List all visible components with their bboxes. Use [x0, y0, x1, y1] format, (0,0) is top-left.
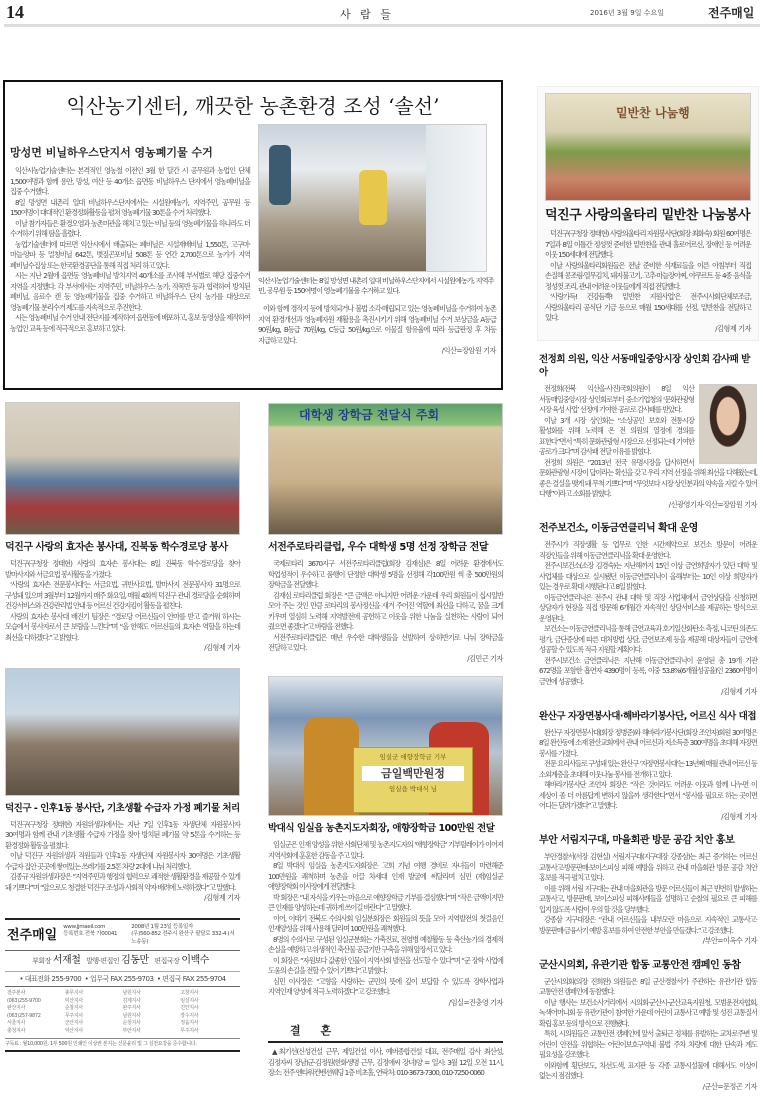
paragraph: 강종삼 지구대장은 “관내 어르신들을 내부모란 마음으로 지속적인 교통사고·방문판매·금융사기 예방 홍보를 하여 안전한 부안을 만들겠다.”고 강조했다. [539, 915, 757, 935]
masthead-phones [5, 972, 240, 987]
buan-body [539, 852, 757, 936]
paragraph: 이와함께 횡단보도, 차선도색, 표지판 등 각종 교통시설물에 대해서도 이상이 없는지 점검했다. [539, 1060, 757, 1080]
wedding-divider [268, 1041, 503, 1043]
paragraph: 전주시가 직장생활 등 업무로 인한 시간제약으로 보건소 방문이 어려운 직장인들을 위해 이동금연클리닉을 확대 운영한다. [539, 540, 757, 560]
wansan-body [539, 728, 757, 812]
paragraph: 이날 사랑의울타리회원들은 전날 준비한 식재료들을 이른 아침부터 직접 손질해 콩조림·열무김치, 돼지불고기, 고추·마늘장아찌, 야쿠르트 등 4종 음식을 정성껏 조리, 관내 어려운 이웃들에게 직접 전달했다. [545, 260, 751, 291]
jeon-article [537, 341, 759, 1092]
main-photo-caption: 익산시농업기술센터는 8일 망성면 내촌리 일대 비닐하우스단지에서 시설원예농가, 지역주민, 공무원 등 150여명이 영농폐기물을 수거하고 있다. [258, 277, 494, 295]
editor-label: 편집국장 [154, 957, 180, 965]
main-right-column [258, 124, 496, 357]
paragraph: 특히, 시의원들은 교통안전 캠페인에 앞서 출퇴근 정체를 유발하는 교차로주변 및 어린이 안전을 위협하는 어린이보호구역내 불법 주차 차량에 대한 단속과 계도 필요성을 강조했다. [539, 1029, 757, 1059]
rotary-body [268, 559, 503, 654]
masthead-box [5, 918, 240, 1053]
left-column [5, 402, 240, 1052]
hyoja-headline: 덕진구 사랑의 효자손 봉사대, 진북동 학수경로당 봉사 [5, 542, 228, 553]
bureau-entry: 임실지사 [180, 997, 199, 1004]
paragraph: 시는 지난 2월에 읍면동 영농폐비닐 방치지역 40개소를 조사해 부서별로 해당 집중수거 지역을 지정했다. 각 부서에서는 지역주민, 비닐하우스 농가, 작목반 등과 협력하여 방치된 폐비닐, 음료수 캔 등 영농폐기물을 집중 수거하고 비닐하우스 단지 농가를 대상으로 영농폐기물 분리수거 제도를 지속적으로 추진한다. [10, 271, 250, 312]
wedding-notice: ▲최기선(신성건설 근무, 제일건설 이사, 예버종합건설 대표, 전주매일 감사 최산성, 김정자씨 장남)군·김정원(한화생명 근무, 김정애씨 장녀)양 = 일시: 3월 12일 오전 11시, 장소: 전주 엔타워컨벤션웨딩 1층 비초홀, 연락처: 010-3673-7300, 010-7250-0060 [268, 1047, 503, 1077]
paragraph: 이어, 이태기 전북도 수의사회 임실분회장은 회원들의 뜻을 모아 지역발전의 첫걸음인 인재양성을 위해 사용해 달라며 100만원을 쾌척했다. [268, 913, 503, 933]
paragraph: 이와 함께 경작지 등에 방치되거나 불법 소각·매립되고 있는 영농폐비닐을 수거하여 농촌 지역 환경개선과 영농폐자원 재활용을 촉진시키기 위해 영농폐비닐 수거 보상금을 A등급 90원/kg, B등급 70원/kg, C등급 50원/kg으로 이물질 함유율에 따라 등급판정 후 차등 지급하고 있다. [258, 304, 496, 345]
paragraph: 8명의 수의사로 구성된 임실군분회는 가축진료, 전염병 예찰활동 등 축산농가의 경제적 손실을 예방하고 위생적인 축산물 공급기반 구축을 위해 앞장서고 있다. [268, 934, 503, 954]
inhu-byline: /김형제 기자 [204, 893, 240, 902]
banchan-byline: /김형제 기자 [715, 323, 751, 333]
hyoja-body [5, 559, 240, 643]
paper-logo: 전주매일 [708, 6, 755, 20]
vice-chair-label: 부회장 [32, 957, 51, 965]
bureau-entry: 김제지사 [122, 997, 141, 1004]
paragraph: 서전주로타리클럽은 매년 우수한 대학생들을 선발하여 상·하반기로 나눠 장학금을 전달하고 있다. [268, 632, 503, 652]
donation-sign [353, 747, 473, 813]
clinic-byline: /김형제 기자 [721, 687, 757, 696]
banchan-body [545, 229, 751, 324]
bureau-entry: 장수지사 [180, 1012, 199, 1019]
imsil-headline: 박대식 임실읍 농촌지도자회장, 애향장학금 100만원 전달 [268, 823, 495, 834]
publisher-name: 김동만 [121, 955, 149, 966]
paragraph: 덕진구(구청장 정태현) 사랑의울타리 자원봉사단(회장 최화숙) 회원 60여명은 7일과 8일 이틀간 정성껏 준비한 밑반찬을 관내 홀로어르신, 장애인 등 어려운 이웃 150세대에 전달했다. [545, 229, 751, 259]
issue-date: 2016년 3월 9일 수요일 [590, 9, 664, 17]
header-divider [4, 24, 760, 27]
sign-bottom-text: 임실읍 박대식 님 [388, 785, 438, 793]
paragraph: 이날 참가자들은 환경오염과 농촌미관을 해치고 있는 비닐 등의 영농폐기물을 하나라도 더 수거하기 위해 땀을 흘렸다. [10, 218, 250, 238]
banchan-headline: 덕진구 사랑의울타리 밑반찬 나눔봉사 [545, 208, 751, 223]
gunsan-byline: /군산=문정곤 기자 [702, 1081, 757, 1091]
bureau-entry: 서울지사 [7, 1020, 26, 1026]
paragraph: 임실군은 인재 양성을 위한 사회단체 및 농촌지도자의 ‘애향장학금’ 기부릴레이가 이어져 지역사회에 훈훈한 감동을 주고 있다. [268, 840, 503, 860]
bureau-list [5, 987, 240, 1038]
paragraph: 완산구 자장면봉사대(회장 정병준)와 해바라기봉사단(회장 조언자)회원 30여명은 8일 완산동에 소재 완산교회에서 관내 어르신과 저소득층 300여명을 초대해 자장면 봉사를 가졌다. [539, 727, 757, 758]
paragraph: 시는 영농폐비닐 수거 안내 전단지를 제작하여 읍면동에 배포하고, 홍보 동영상을 제작하여 농업인 교육 등에 적극적으로 홍보하고 있다. [10, 313, 250, 333]
bureau-entry: 무주지사 [180, 1027, 199, 1034]
masthead-address: (우)560-852 전주시 완산구 팔달로 332-4 (서노송동) [131, 931, 235, 945]
sign-amount-text: 금일백만원정 [362, 766, 464, 781]
right-column [537, 86, 759, 1092]
buan-byline: /부안=이옥수 기자 [702, 936, 757, 945]
main-article-continuation [258, 304, 496, 346]
bureau-entry: (063)257-9872 [7, 1012, 41, 1019]
gunsan-headline: 군산시의회, 유관기관 합동 교통안전 캠페인 동참 [539, 959, 741, 971]
bureau-entry: (063)255-9700 [7, 997, 41, 1004]
paragraph: 8일 망성면 내촌리 일대 비닐하우스단지에서는 시설원예농가, 지역주민, 공무원 등 150여명이 대대적인 환경정화활동을 펼쳐 영농폐기물 30톤을 수거 처리했다. [10, 197, 250, 217]
sign-top-text: 임실군 애향장학금 기부 [379, 753, 447, 761]
publisher-label: 발행·편집인 [86, 957, 120, 965]
bureau-entry: 남원지사 [122, 990, 141, 996]
bureau-entry: 무주지사 [64, 1012, 83, 1019]
bureau-entry: 충청지사 [7, 1027, 26, 1034]
paragraph: 전주시보건소 금연클리닉은 지난해 이동금연클리닉이 운영된 총 19개 기관 672명을 포함한 흡연자 4390명이 등록, 이중 53.8%(6개월성공율)인 2360여명이 금연에 성공했다. [539, 655, 757, 686]
wansan-byline: /김형제 기자 [721, 811, 757, 821]
paragraph: 전문 요리사들로 구성돼 있는 완산구 ‘자장면봉사대’는 13년째 매월 관내 어르신 등 소외계층을 초대해 이웃나눔 봉사를 전개하고 있다. [539, 759, 757, 779]
vice-chair-name: 서재철 [52, 955, 81, 966]
masthead-registered-date: 2008년 1월 23일 등록일자 [131, 923, 194, 930]
editorial-fax: • 편집국 FAX 255-9704 [156, 975, 226, 983]
paragraph: 김종규 자원위생과장은 “지역주민과 행정의 협력으로 쾌적한 생활환경을 제공할 수 있게 돼 기쁘다”며 “앞으로도 청결한 덕진구 조성과 사회적 약자 배려에 노력하겠다”고 말했다. [5, 872, 240, 892]
main-article-body [10, 166, 250, 334]
masthead-footer: 구독료 : 월10,000원, 1부 500원 인쇄인 이상권 본지는 신문윤리 및 그 실천요강을 준수합니다. [5, 1038, 240, 1050]
masthead-registration: 등록번호 전북 가00041 [63, 931, 118, 937]
jeon-byline: /신광영기자·익산=장암원 기자 [668, 499, 757, 509]
paragraph: 덕진구(구청장 정태현) 사랑의 효자손 봉사대는 8일 진북동 학수경로당을 찾아 발마사지와 서금요법 봉사활동을 가졌다. [5, 559, 240, 579]
paragraph: 이날 3개 시장 상인회는 “소상공인 보호와 전통시장 활성화를 위해 노력해 온 전 의원의 열정에 경의를 표한다”면서 “특히 문화관광형 시장으로 선정되는데 기여한 공로가 크다”며 감사패 전달 이유를 밝혔다. [539, 415, 694, 456]
gunsan-body [539, 977, 757, 1082]
paragraph: ‘사랑가득! 건강듬뿍! 밑반찬 지원사업’은 전주시사회단체보조금, 사랑의울타리 공식단 기금 등으로 매월 150세대를 선정, 밑반찬을 전달하고 있다. [545, 292, 751, 322]
paragraph: 이날 덕진구 자원위생과 직원들과 인후1동 자생단체 자원봉사자 30여명은 기초생활 수급자 집안 곳곳에 쌓여있는 쓰레기를 2.5톤 차량 2대에 나눠 처리했다. [5, 851, 240, 871]
bureau-entry: 총무지사 [64, 990, 83, 996]
paragraph: 이 회장은 “자원보다 값좋한 인물이 지역사회 발전을 선도할 수 있다”며 “군 장학 사업에 도움의 손길을 전할 수 있어 기쁘다”고 밝혔다. [268, 955, 503, 975]
paragraph: 이동금연클리닉은 전주시 관내 대학 및 직장 사업체에서 금연상담을 신청하면 상담자가 현장을 직접 방문해 6개월간 지속적인 상담서비스를 제공하는 방식으로 운영된다. [539, 592, 757, 623]
rotary-photo [268, 403, 503, 535]
paragraph: 전주시보건소(소장 김경숙)는 지난해까지 15인 이상 금연희망자가 있던 대학 및 사업체를 대상으로 실시됐던 이동금연클리닉이 올해부터는 10인 이상 희망자가 있는 경우로 확대 시행된다고 8일 밝혔다. [539, 561, 757, 591]
paragraph: 보건소는 이동금연클리닉을 통해 금연교육과 호기일산화탄소 측정, 니코틴 의존도 평가, 금단증상에 따른 대처방법 상담, 금연보조제 등을 제공해 대상자들이 금연에 성공할 수 있도록 적극 지원할 계획이다. [539, 624, 757, 654]
bureau-entry: 부안지사 [122, 1027, 141, 1034]
bureau-entry: 전주본사 [7, 990, 26, 996]
main-byline: /익산=장암원 기자 [441, 346, 496, 355]
main-left-column [10, 146, 250, 334]
rotary-byline: /김민근 기자 [467, 653, 503, 663]
jeon-portrait-photo [699, 384, 757, 464]
paragraph: 해바라기봉사단 조언자 회장은 “작은 것이라도 어려운 이웃과 함께 나누면 이 세상이 좀 더 아름답게 변하지 않을까 생각한다”면서 “봉사를 필요로 하는 곳이면 어디든 달려가겠다”고 말했다. [539, 780, 757, 810]
middle-column [268, 403, 503, 1079]
paragraph: 심민 이사장은 “고향을 사랑하는 군민의 뜻에 깊이 보답할 수 있도록 장학사업과 지역인재 양성에 적극 노력하겠다”고 강조했다. [268, 976, 503, 996]
paragraph: 사랑의 효자손 봉사대 배진기 팀장은 “경로당 어르신들이 안마를 받고 즐거워 하시는 모습에서 봉사자로서 큰 보람을 느낀다”며 “올 한해도 어르신들의 효자손 역할을 하는데 최선을 다하겠다.”고 밝혔다. [5, 611, 240, 642]
inhu-body [5, 820, 240, 894]
jeon-headline: 전정희 의원, 익산 서동매일중앙시장 상인회 감사패 받아 [539, 354, 750, 378]
paragraph: 이날 행사는 보건소사거리에서 시의회·군산시·군산교육지원청, 모범운전자협회, 녹색어머니회 등 유관기관이 참여한 가운데 어린이 교통사고 예방 및 성진 교통질서 확립 홍보 등의 방식으로 진행됐다. [539, 997, 757, 1028]
bureau-entry: 군산지사 [64, 1020, 83, 1026]
inhu-photo [5, 668, 240, 796]
imsil-body [268, 840, 503, 998]
paragraph: 덕진구(구청장 정태현) 자원위생과에서는 지난 7일 인후1동 자생단체 자원봉사자 30여명과 함께 관내 기초생활 수급자 가정을 찾아 방치된 폐기물 약 5톤을 수거하는 등 환경정화 활동을 펼쳤다. [5, 819, 240, 850]
banchan-article-panel [537, 86, 759, 341]
wedding-section-label: 결 혼 [290, 1024, 340, 1037]
bureau-entry: 순창지사 [122, 1020, 141, 1026]
bureau-entry: 완산지사 [7, 1005, 26, 1011]
masthead-staff [5, 950, 240, 972]
rotary-headline: 서전주로타리클럽, 우수 대학생 5명 선정 장학금 전달 [268, 542, 489, 553]
clinic-body [539, 540, 757, 687]
masthead-website: www.jjmaeil.com [63, 923, 106, 930]
paragraph: 군산시의회(의장 진희완) 의원들은 8일 군산경찰서가 주관하는 유관기관 합동 교통안전 캠페인에 동참했다. [539, 976, 757, 996]
paragraph: 농업기술센터에 따르면 익산시에서 배출되는 폐비닐은 시설재배비닐 1,550톤, 고구마·마늘·양파 등 멀칭비닐 642톤, 볏짚곤포비닐 508톤 등 연간 2,700톤으로 농가가 지역 폐비닐수집상 또는 한국환경공단을 통해 직접 처리 하고 있다. [10, 239, 250, 270]
bureau-entry: 순창지사 [64, 1005, 83, 1011]
bureau-entry: 정읍지사 [180, 1020, 199, 1026]
editor-name: 이백수 [181, 955, 209, 966]
banchan-photo [545, 93, 751, 201]
imsil-photo [268, 676, 503, 816]
section-title: 사 람 들 [340, 8, 394, 21]
paragraph: 8일 박대식 임실읍 농촌지도자회장은 고희 기념 여행 경비로 자녀들이 마련해준 100만원을 쾌척하며 농촌을 이끌 차세대 인재 발굴에 써달라며 심민 (재)임실군 애향장학회 이사장에게 전달했다. [268, 861, 503, 891]
main-phone: • 대표전화 255-9700 [19, 975, 82, 983]
hyoja-photo [5, 402, 240, 535]
imsil-byline: /임실=진충영 기자 [448, 997, 503, 1007]
paragraph: 부안경찰서(서장 김현실) 서림지구대(지구대장 강종삼)는 최근 증가하는 어르신 교통사고·방문판매·보이스피싱 피해 예방을 위하고 관내 마을회관 방문 공감 치안 홍보를 적극 펼치고 있다. [539, 852, 757, 882]
main-headline: 익산농기센터, 깨끗한 농촌환경 조성 ‘솔선’ [66, 94, 440, 118]
paragraph: ‘사랑의 효자손 전문봉사대’는 서금요법, 귀반사요법, 발마사지 전문봉사자 31명으로 구성돼 있으며 3월부터 12월까지 매주 화요일, 매월 4회씩 덕진구 관내 경로당을 순회하며 건강서비스와 건강관리법 안내 등 어르신 건강지킴이 활동을 펼친다. [5, 580, 240, 610]
paragraph: 익산시농업기술센터는 본격적인 영농철 이전인 3월 한 달간 시 공무원과 농업인 단체 1,500여명과 함께 용안, 망성, 여산 등 40개소 읍면동 비닐하우스 단지에서 영농폐비닐을 집중 수거했다. [10, 166, 250, 196]
inhu-headline: 덕진구 - 인후1동 봉사단, 기초생활 수급자 가정 폐기물 처리 [5, 802, 240, 814]
wansan-headline: 완산구 자장면봉사대·해바라기봉사단, 어르신 식사 대접 [539, 710, 757, 722]
paragraph: 국제로타리 3670지구 서전주로타리클럽(회장 김재심)은 8일 어려운 환경에서도 학업성적이 우수하고 품행이 단정한 대학생 5명을 선정해 각100만원 씩 총 500만원의 장학금을 전달했다. [268, 559, 503, 589]
main-subheadline: 망성면 비닐하우스단지서 영농폐기물 수거 [10, 146, 213, 159]
paragraph: 박 회장은 “내 자식을 키우는 마음으로 애향장학금 기부를 결심했다”며 “작은 금액이지만 큰 인재를 양성하는데 귀하게 쓰이길 바란다”고 말했다. [268, 892, 503, 912]
bureau-entry: 익산지사 [64, 997, 83, 1004]
hyoja-byline: /김형제 기자 [204, 643, 240, 652]
masthead-logo: 전주매일 [7, 927, 58, 943]
bureau-entry: 남원지사 [122, 1012, 141, 1019]
main-photo-greenhouse [258, 124, 487, 272]
bureau-entry: 익산지사 [64, 1027, 83, 1034]
bureau-entry: 진안지사 [180, 1005, 199, 1011]
rotary-banner-text: 대학생 장학금 전달식 주회 [299, 408, 440, 422]
buan-headline: 부안 서림지구대, 마을회관 방문 공감 치안 홍보 [539, 835, 735, 846]
bureau-entry: 고창지사 [180, 990, 199, 996]
paragraph: 김재심 로타리클럽 회장은 “큰 금액은 아니지만 어려운 가운데 우리 회원들이 십시일반 모아 주는 것인 만큼 로타리의 봉사정신을 새겨 주어진 역할에 최선을 다하고, 꿈을 크게 키우며 열심히 노력해 지역발전에 공헌하고 이웃을 위한 나눔을 실천하는 사람이 되어 줬으면 좋겠다”고 바람을 전했다. [268, 590, 503, 631]
business-fax: • 업무국 FAX 255-9703 [84, 975, 154, 983]
banchan-banner-text: 밑반찬 나눔행 [616, 106, 690, 120]
paragraph: 전정희 의원은 “2013년 전국 유명시장을 답사하면서 문화관광형 시장이 답이라는 확신을 갖고 우리 지역 선정을 위해 최선을 다해왔는데, 좋은 결실을 맺게 돼 무척 기쁘다”며 “무엇보다 시장 상인분과의 약속을 지킬 수 있어 다행”이라고 소회를 밝혔다. [539, 457, 757, 498]
jeon-body-wrap [539, 384, 757, 500]
paragraph: 전정희(전북 익산을·사진)국회의원이 8일 익산 서동매일중앙시장 상인회로부터 중소기업청의 ‘문화관광형 시장 육성 사업’ 선정에 기여한 공로로 감사패를 받았다. [539, 384, 694, 414]
paragraph: 이를 위해 서림 지구대는 관내 마을회관을 방문 어르신들이 최근 빈번히 발생하는 교통사고, 방문판매, 보이스피싱 피해사례들을 설명하고 순찰의 필요로 큰 피해를 입지 않도록 사람이 우의 할 것을 당부했다. [539, 883, 757, 914]
page-number: 14 [6, 2, 24, 22]
bureau-entry: 완주지사 [122, 1005, 141, 1011]
clinic-headline: 전주보건소, 이동금연클리닉 확대 운영 [539, 523, 698, 534]
